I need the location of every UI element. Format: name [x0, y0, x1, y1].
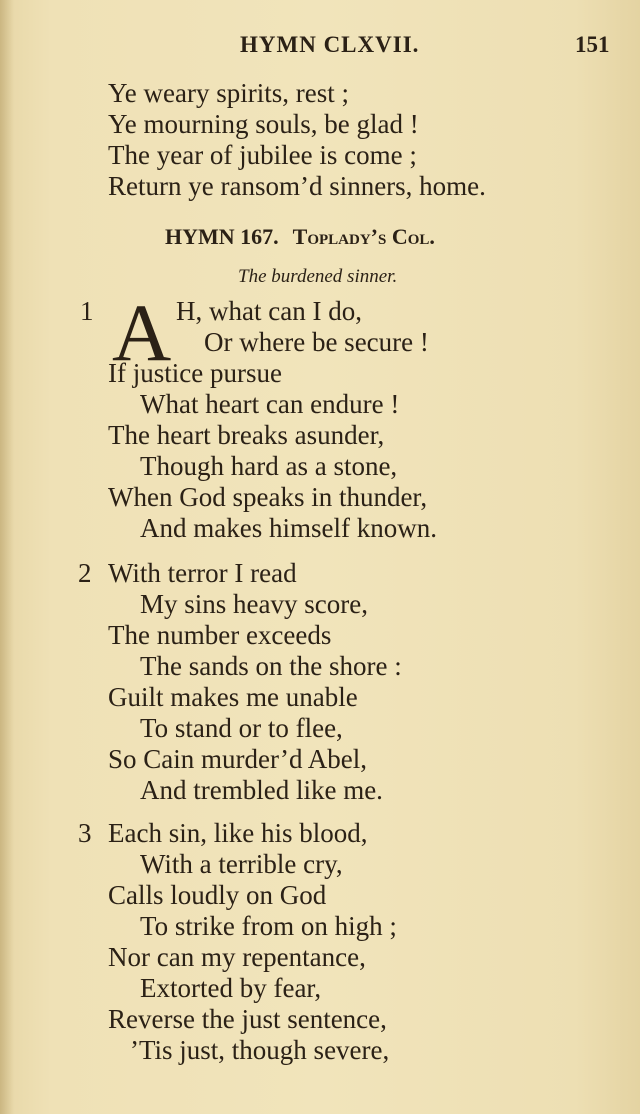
- verse-line: If justice pursue: [108, 358, 282, 388]
- prev-hymn-line: Ye weary spirits, rest ;: [108, 78, 349, 108]
- verse-line: And trembled like me.: [140, 775, 383, 805]
- verse-line: Each sin, like his blood,: [108, 818, 368, 848]
- verse-line: What heart can endure !: [140, 389, 400, 419]
- hymn-number: HYMN 167.: [165, 224, 279, 249]
- prev-hymn-line: Return ye ransom’d sinners, home.: [108, 171, 486, 201]
- running-header: HYMN CLXVII.: [240, 32, 420, 57]
- prev-hymn-line: Ye mourning souls, be glad !: [108, 109, 419, 139]
- verse-line: To strike from on high ;: [140, 911, 397, 941]
- verse-line: The number exceeds: [108, 620, 332, 650]
- verse-line: Though hard as a stone,: [140, 451, 398, 481]
- verse-line: H, what can I do,: [176, 296, 362, 326]
- hymn-author: Toplady’s Col.: [292, 224, 435, 249]
- verse-line: Reverse the just sentence,: [108, 1004, 387, 1034]
- verse-line: With terror I read: [108, 558, 297, 588]
- hymn-title: [165, 224, 435, 250]
- verse-line: Or where be secure !: [204, 327, 429, 357]
- verse-number: 1: [80, 296, 94, 326]
- verse-line: Calls loudly on God: [108, 880, 327, 910]
- verse-line: With a terrible cry,: [140, 849, 343, 879]
- verse-line: The heart breaks asunder,: [108, 420, 385, 450]
- verse-line: And makes himself known.: [140, 513, 437, 543]
- page-edge-shadow: [0, 0, 14, 1114]
- verse-line: Extorted by fear,: [140, 973, 322, 1003]
- verse-number: 3: [78, 818, 92, 848]
- verse-number: 2: [78, 558, 92, 588]
- verse-line: So Cain murder’d Abel,: [108, 744, 367, 774]
- prev-hymn-line: The year of jubilee is come ;: [108, 140, 417, 170]
- verse-line: The sands on the shore :: [140, 651, 402, 681]
- verse-line: To stand or to flee,: [140, 713, 343, 743]
- page-number: 151: [575, 32, 610, 57]
- drop-cap: A: [112, 287, 172, 378]
- verse-line: Guilt makes me unable: [108, 682, 358, 712]
- hymn-subtitle: The burdened sinner.: [238, 266, 398, 287]
- verse-line: My sins heavy score,: [140, 589, 368, 619]
- verse-line: Nor can my repentance,: [108, 942, 366, 972]
- verse-line: ’Tis just, though severe,: [130, 1035, 390, 1065]
- verse-line: When God speaks in thunder,: [108, 482, 428, 512]
